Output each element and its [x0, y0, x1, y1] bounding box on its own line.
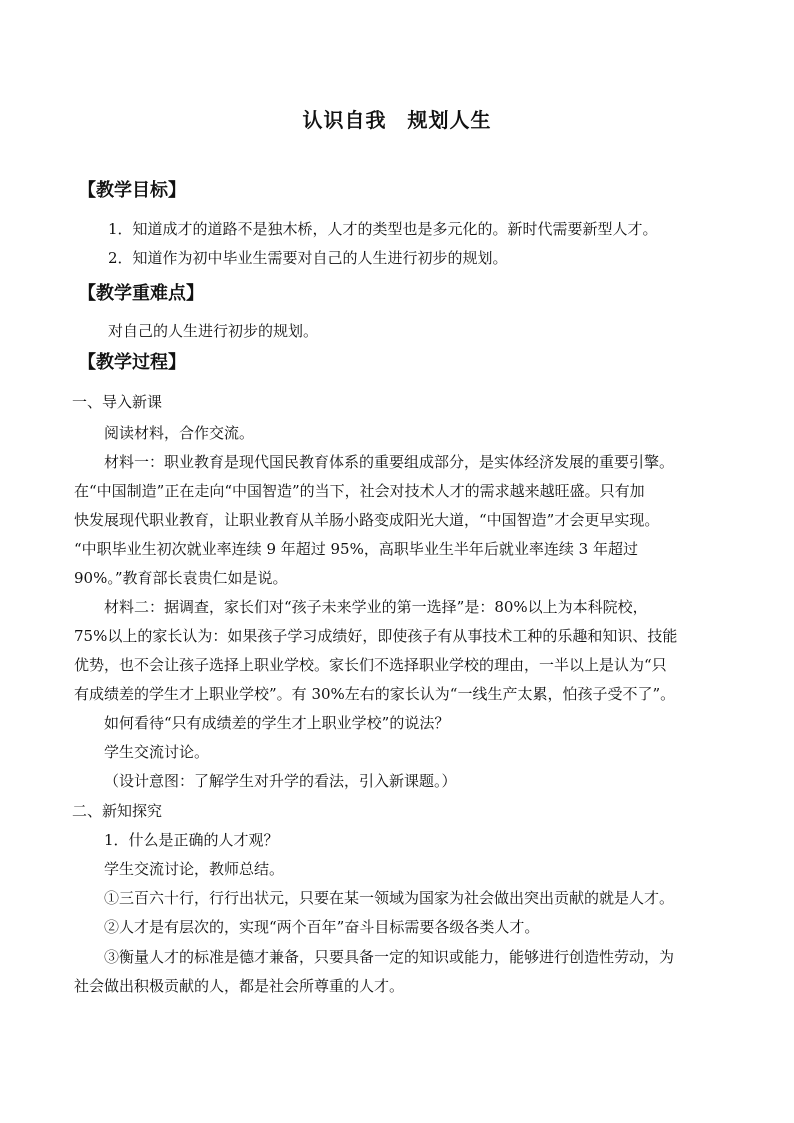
heading-goals: 【教学目标】	[78, 180, 186, 201]
key-point-text: 对自己的人生进行初步的规划。	[108, 322, 319, 340]
section2-point-1: ①三百六十行，行行出状元，只要在某一领域为国家为社会做出突出贡献的就是人才。	[104, 889, 675, 907]
material1-line-1: 材料一：职业教育是现代国民教育体系的重要组成部分，是实体经济发展的重要引擎。	[104, 453, 675, 471]
section1-intro: 阅读材料，合作交流。	[104, 424, 255, 442]
material2-line-4: 有成绩差的学生才上职业学校”。有 30%左右的家长认为“一线生产太累，怕孩子受不了”。	[74, 685, 676, 703]
section1-question: 如何看待“只有成绩差的学生才上职业学校”的说法？	[104, 714, 450, 732]
material1-line-2: 在“中国制造”正在走向“中国智造”的当下，社会对技术人才的需求越来越旺盛。只有加	[74, 482, 645, 500]
material2-line-3: 优势，也不会让孩子选择上职业学校。家长们不选择职业学校的理由，一半以上是认为“只	[74, 656, 667, 674]
section2-summary: 学生交流讨论，教师总结。	[104, 860, 285, 878]
goal-item-2: 2．知道作为初中毕业生需要对自己的人生进行初步的规划。	[108, 249, 508, 267]
section1-heading: 一、导入新课	[72, 393, 163, 411]
section2-point-3-line-2: 社会做出积极贡献的人，都是社会所尊重的人才。	[74, 977, 405, 995]
heading-key-points: 【教学重难点】	[78, 283, 204, 304]
material2-line-2: 75%以上的家长认为：如果孩子学习成绩好，即使孩子有从事技术工种的乐趣和知识、技能	[74, 627, 678, 645]
material1-line-4: “中职毕业生初次就业率连续 9 年超过 95%，高职毕业生半年后就业率连续 3 年超过	[74, 540, 638, 558]
section1-discussion: 学生交流讨论。	[104, 743, 210, 761]
section2-question-1: 1．什么是正确的人才观？	[104, 831, 279, 849]
goal-item-1: 1．知道成才的道路不是独木桥，人才的类型也是多元化的。新时代需要新型人才。	[108, 220, 658, 238]
heading-process: 【教学过程】	[78, 352, 186, 373]
section2-point-3-line-1: ③衡量人才的标准是德才兼备，只要具备一定的知识或能力，能够进行创造性劳动，为	[104, 948, 675, 966]
material1-line-5: 90%。”教育部长袁贵仁如是说。	[74, 569, 288, 587]
section1-design-note: （设计意图：了解学生对升学的看法，引入新课题。）	[104, 772, 457, 790]
page-title: 认识自我 规划人生	[302, 108, 492, 132]
material1-line-3: 快发展现代职业教育，让职业教育从羊肠小路变成阳光大道，“中国智造”才会更早实现。	[74, 511, 660, 529]
section2-heading: 二、新知探究	[72, 802, 163, 820]
section2-point-2: ②人才是有层次的，实现“两个百年”奋斗目标需要各级各类人才。	[104, 918, 540, 936]
material2-line-1: 材料二：据调查，家长们对“孩子未来学业的第一选择”是：80%以上为本科院校，	[104, 598, 648, 616]
